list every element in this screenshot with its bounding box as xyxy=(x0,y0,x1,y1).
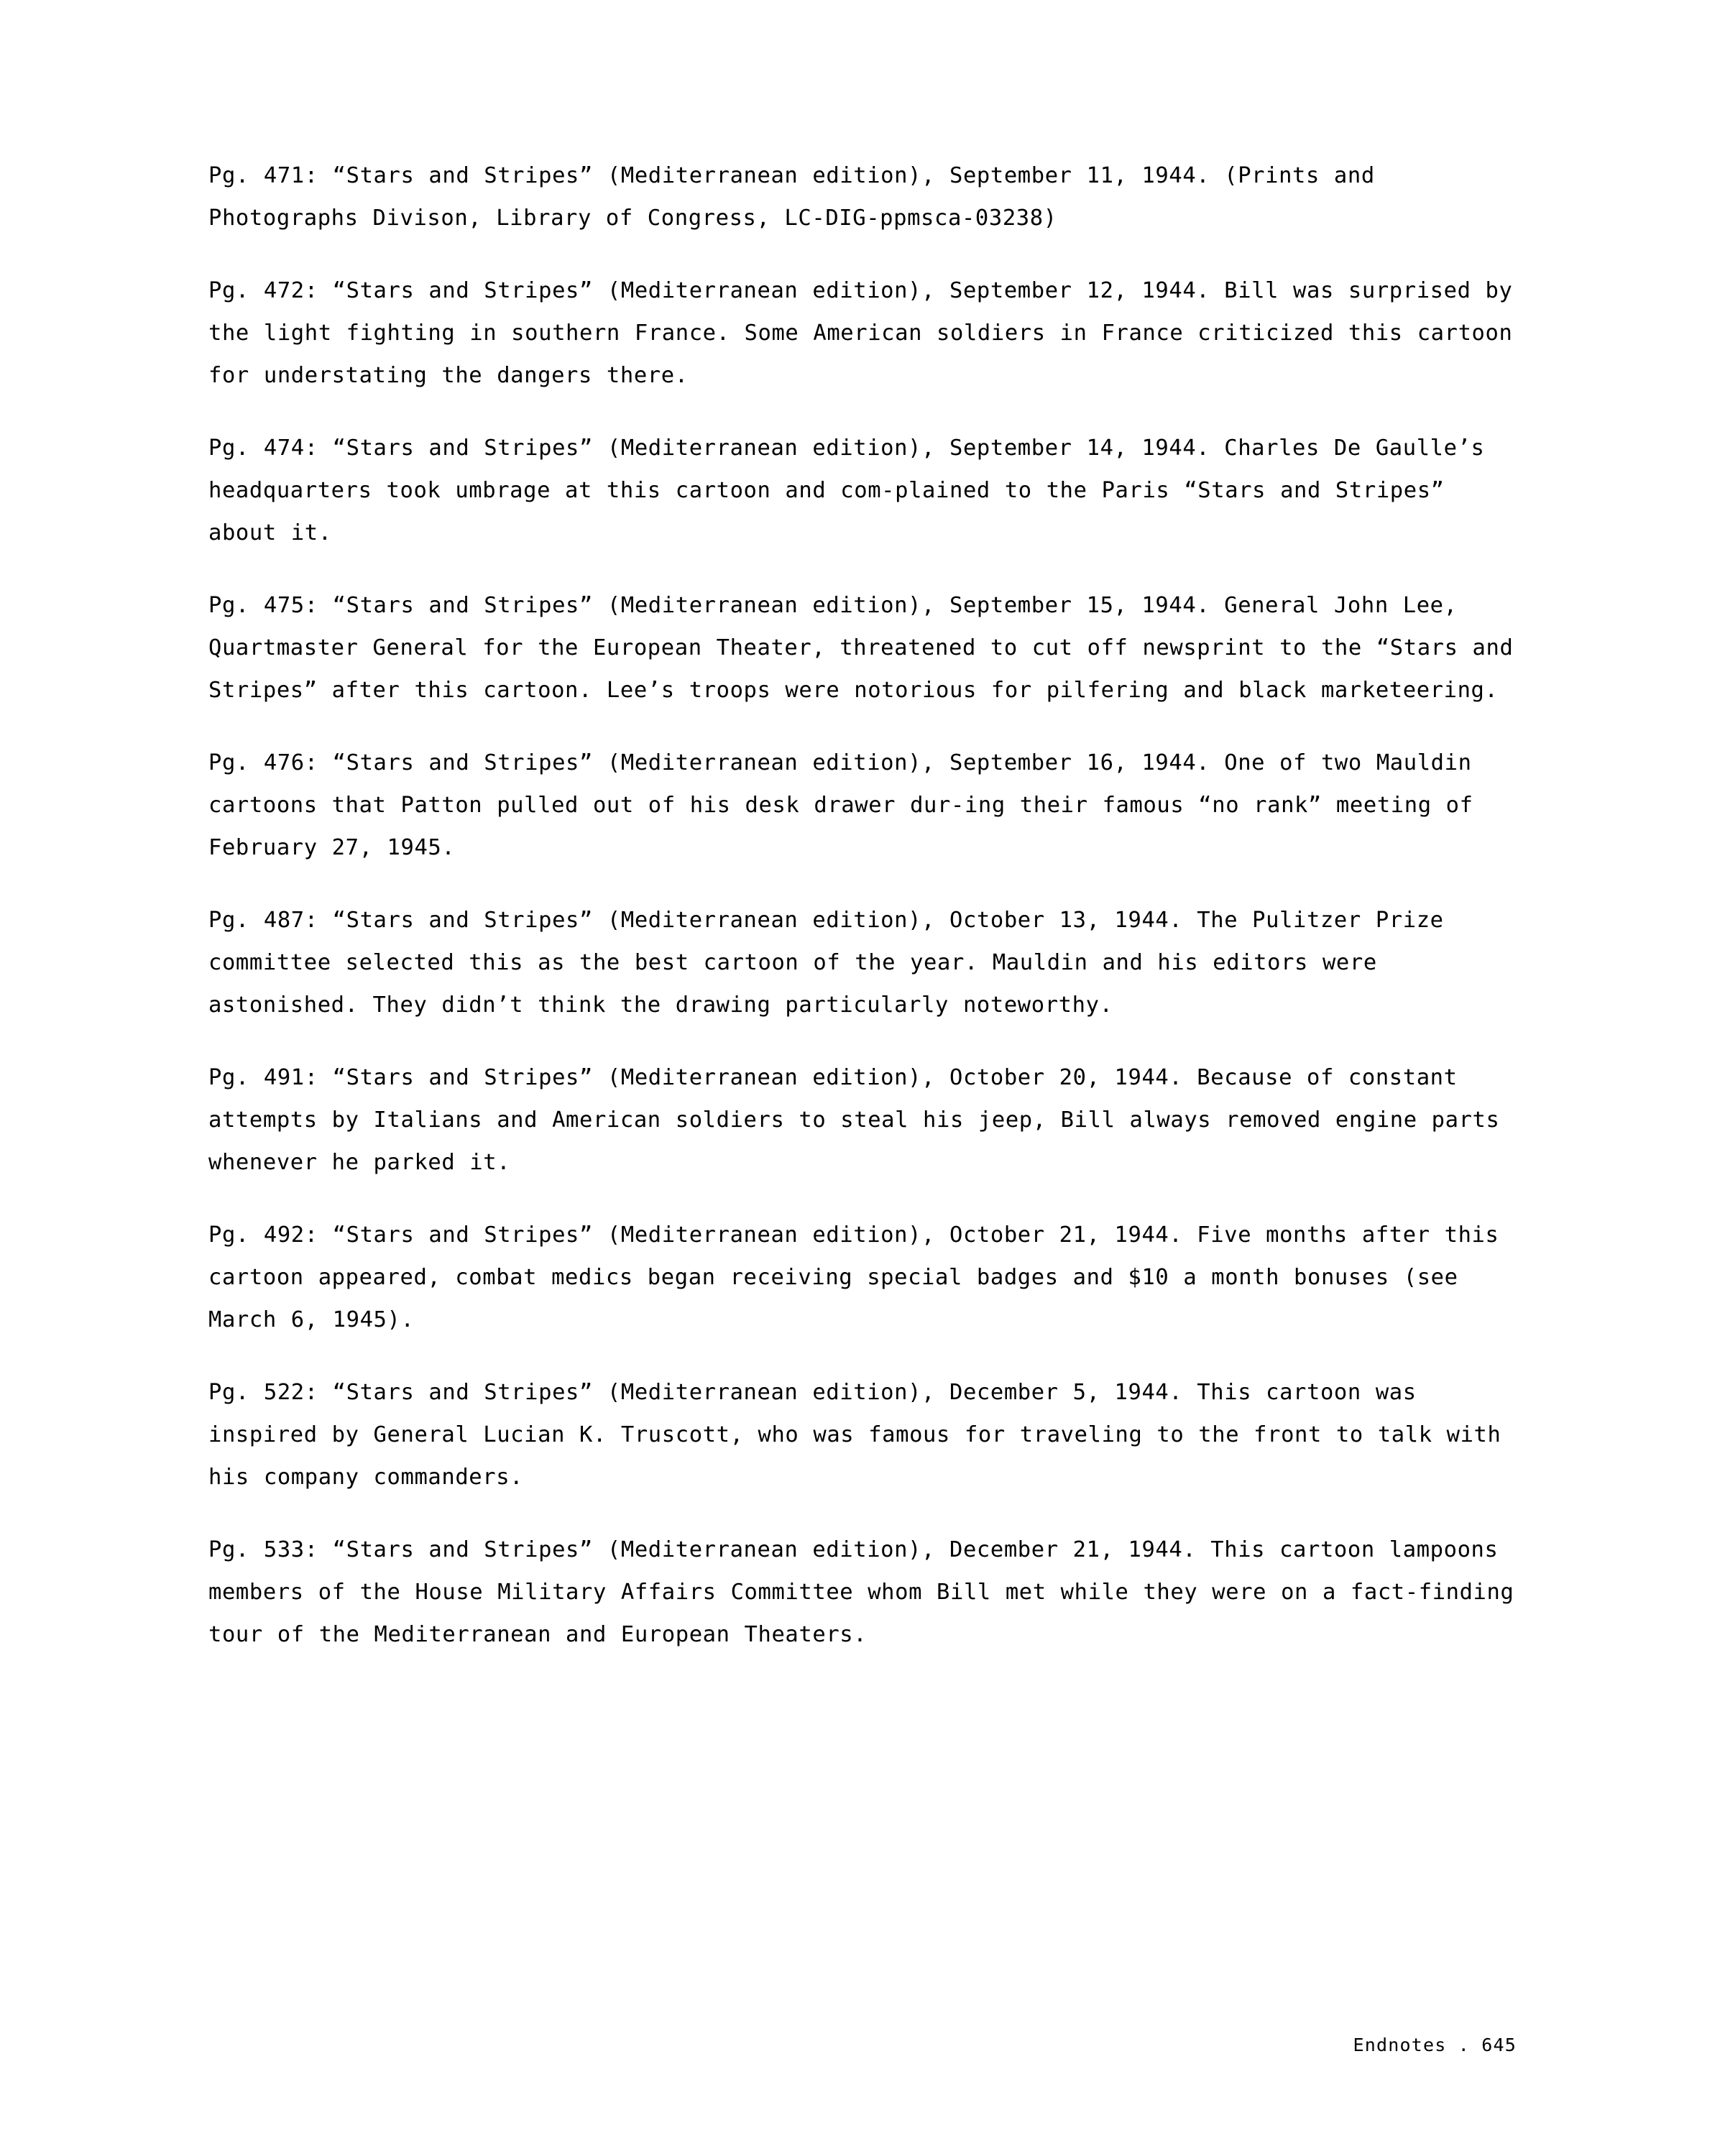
endnote-entry: Pg. 471: “Stars and Stripes” (Mediterranean edition), September 11, 1944. (Prints and Photographs Divison, Library of Congress, LC-DIG-ppmsca-03238) xyxy=(208,163,1389,231)
page-footer: Endnotes . 645 xyxy=(1353,2035,1517,2055)
endnote-entry: Pg. 474: “Stars and Stripes” (Mediterranean edition), September 14, 1944. Charles De Gaulle’s headquarters took umbrage at this cartoon and com-plained to the Paris “Stars and Stripes” about it. xyxy=(208,436,1499,545)
endnote-entry: Pg. 472: “Stars and Stripes” (Mediterranean edition), September 12, 1944. Bill was surprised by the light fighting in southern France. Some American soldiers in France criticized this cartoon for understating the dangers there. xyxy=(208,278,1527,388)
endnote-entry: Pg. 491: “Stars and Stripes” (Mediterranean edition), October 20, 1944. Because of constant attempts by Italians and American soldiers to steal his jeep, Bill always removed engine parts whenever he parked it. xyxy=(208,1065,1514,1175)
endnote-entry: Pg. 475: “Stars and Stripes” (Mediterranean edition), September 15, 1944. General John Lee, Quartmaster General for the European Theater, threatened to cut off newsprint to the “Stars and Stripes” after this cartoon. Lee’s troops were notorious for pilfering and black marketeering. xyxy=(208,593,1528,703)
endnote-entry: Pg. 492: “Stars and Stripes” (Mediterranean edition), October 21, 1944. Five months after this cartoon appeared, combat medics began receiving special badges and $10 a month bonuses (see March 6, 1945). xyxy=(208,1222,1514,1332)
endnote-entry: Pg. 476: “Stars and Stripes” (Mediterranean edition), September 16, 1944. One of two Mauldin cartoons that Patton pulled out of his desk drawer dur-ing their famous “no rank” meeting of February 27, 1945. xyxy=(208,750,1488,860)
endnote-entry: Pg. 533: “Stars and Stripes” (Mediterranean edition), December 21, 1944. This cartoon lampoons members of the House Military Affairs Committee whom Bill met while they were on a fact-finding tour of the Mediterranean and European Theaters. xyxy=(208,1537,1529,1647)
endnote-entry: Pg. 487: “Stars and Stripes” (Mediterranean edition), October 13, 1944. The Pulitzer Prize committee selected this as the best cartoon of the year. Mauldin and his editors were astonished. They didn’t think the drawing particularly noteworthy. xyxy=(208,908,1458,1018)
endnote-entry: Pg. 522: “Stars and Stripes” (Mediterranean edition), December 5, 1944. This cartoon was inspired by General Lucian K. Truscott, who was famous for traveling to the front to talk with his company commanders. xyxy=(208,1380,1516,1490)
